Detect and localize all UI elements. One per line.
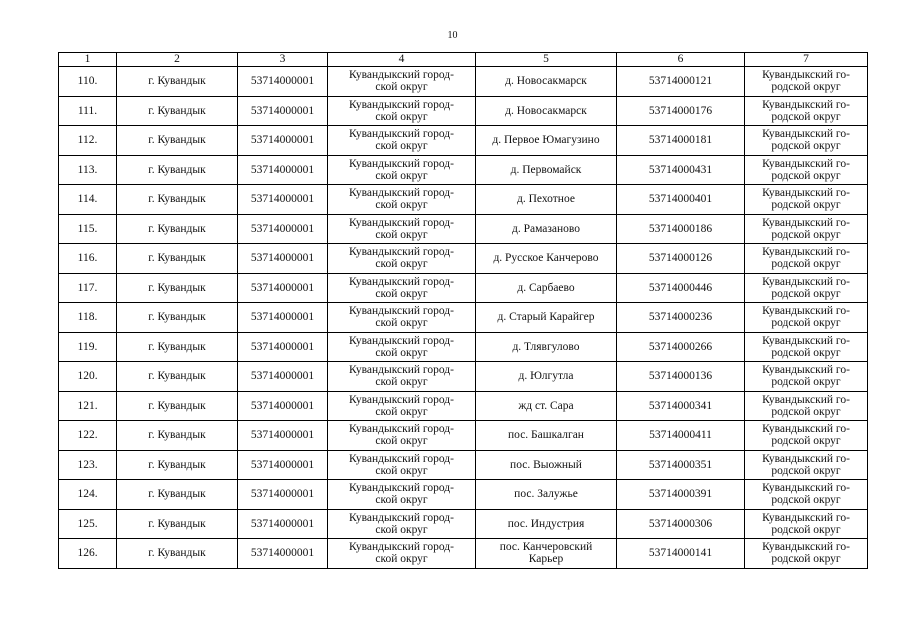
settlement-district-line: Кувандыкский го- (762, 98, 850, 111)
settlement-district-line: Кувандыкский го- (762, 541, 850, 554)
settlement-district-line: родской округ (771, 523, 841, 536)
settlement-district-line: родской округ (771, 258, 841, 271)
settlement-line: д. Рамазаново (511, 222, 581, 235)
oktmo-code-cell: 53714000001 (238, 332, 328, 362)
settlement-district-cell (745, 244, 868, 274)
municipal-district-cell (328, 244, 476, 274)
municipal-district-line: ской округ (375, 405, 428, 418)
municipal-district-cell (328, 450, 476, 480)
municipal-district-line: Кувандыкский город- (349, 69, 454, 82)
settlement-cell (476, 96, 617, 126)
oktmo-code-cell: 53714000001 (238, 450, 328, 480)
row-number-cell: 112. (59, 126, 117, 156)
row-number-cell: 124. (59, 480, 117, 510)
row-number-cell: 123. (59, 450, 117, 480)
municipal-district-line: ской округ (375, 464, 428, 477)
settlement-code-cell: 53714000126 (617, 244, 745, 274)
municipal-district-line: Кувандыкский город- (349, 157, 454, 170)
column-header: 6 (617, 53, 745, 67)
settlement-district-line: Кувандыкский го- (762, 275, 850, 288)
table-row (59, 450, 868, 480)
municipal-district-line: Кувандыкский город- (349, 216, 454, 229)
settlement-code-cell: 53714000411 (617, 421, 745, 451)
settlement-cell (476, 185, 617, 215)
municipal-district-line: Кувандыкский город- (349, 275, 454, 288)
settlement-district-cell (745, 155, 868, 185)
oktmo-code-cell: 53714000001 (238, 509, 328, 539)
settlement-code-cell: 53714000266 (617, 332, 745, 362)
city-cell: г. Кувандык (117, 244, 238, 274)
city-cell: г. Кувандык (117, 273, 238, 303)
settlement-code-cell: 53714000351 (617, 450, 745, 480)
municipal-district-line: Кувандыкский город- (349, 128, 454, 141)
settlement-district-line: Кувандыкский го- (762, 157, 850, 170)
settlement-line: д. Новосакмарск (505, 75, 587, 88)
settlement-district-line: Кувандыкский го- (762, 423, 850, 436)
municipal-district-line: Кувандыкский город- (349, 423, 454, 436)
settlement-cell (476, 391, 617, 421)
settlement-district-line: родской округ (771, 228, 841, 241)
settlement-line: пос. Выожный (510, 458, 582, 471)
table-row (59, 155, 868, 185)
city-cell: г. Кувандык (117, 185, 238, 215)
municipal-district-cell (328, 362, 476, 392)
row-number-cell: 111. (59, 96, 117, 126)
oktmo-code-cell: 53714000001 (238, 391, 328, 421)
settlement-district-cell (745, 273, 868, 303)
municipal-district-line: Кувандыкский город- (349, 187, 454, 200)
oktmo-code-cell: 53714000001 (238, 273, 328, 303)
municipal-district-line: Кувандыкский город- (349, 98, 454, 111)
table-row (59, 244, 868, 274)
table-row (59, 185, 868, 215)
table-row (59, 273, 868, 303)
settlement-district-cell (745, 362, 868, 392)
municipal-district-line: ской округ (375, 494, 428, 507)
settlement-district-cell (745, 67, 868, 97)
municipal-district-cell (328, 67, 476, 97)
city-cell: г. Кувандык (117, 67, 238, 97)
settlement-code-cell: 53714000176 (617, 96, 745, 126)
municipal-district-cell (328, 273, 476, 303)
settlement-district-line: родской округ (771, 405, 841, 418)
municipal-district-line: Кувандыкский город- (349, 393, 454, 406)
row-number-cell: 110. (59, 67, 117, 97)
settlement-district-line: родской округ (771, 169, 841, 182)
settlement-district-cell (745, 185, 868, 215)
row-number-cell: 114. (59, 185, 117, 215)
settlement-cell (476, 155, 617, 185)
settlement-district-line: Кувандыкский го- (762, 452, 850, 465)
municipal-district-cell (328, 185, 476, 215)
table-row (59, 509, 868, 539)
municipal-district-line: Кувандыкский город- (349, 246, 454, 259)
row-number-cell: 125. (59, 509, 117, 539)
settlement-district-line: родской округ (771, 287, 841, 300)
oktmo-code-cell: 53714000001 (238, 126, 328, 156)
oktmo-code-cell: 53714000001 (238, 67, 328, 97)
settlement-district-cell (745, 509, 868, 539)
oktmo-code-cell: 53714000001 (238, 244, 328, 274)
municipal-district-line: Кувандыкский город- (349, 334, 454, 347)
municipal-district-line: ской округ (375, 523, 428, 536)
settlement-district-line: родской округ (771, 346, 841, 359)
column-header: 4 (328, 53, 476, 67)
column-header: 3 (238, 53, 328, 67)
settlement-cell (476, 126, 617, 156)
municipal-district-line: ской округ (375, 258, 428, 271)
settlement-district-cell (745, 96, 868, 126)
row-number-cell: 119. (59, 332, 117, 362)
settlement-code-cell: 53714000236 (617, 303, 745, 333)
settlement-line: д. Новосакмарск (505, 104, 587, 117)
table-row (59, 391, 868, 421)
table-row (59, 332, 868, 362)
municipal-district-line: Кувандыкский город- (349, 541, 454, 554)
row-number-cell: 126. (59, 539, 117, 569)
oktmo-code-cell: 53714000001 (238, 421, 328, 451)
municipal-district-cell (328, 539, 476, 569)
settlement-district-line: Кувандыкский го- (762, 364, 850, 377)
municipal-district-cell (328, 303, 476, 333)
table-row (59, 126, 868, 156)
settlement-district-line: Кувандыкский го- (762, 511, 850, 524)
settlement-district-line: Кувандыкский го- (762, 69, 850, 82)
settlement-code-cell: 53714000401 (617, 185, 745, 215)
city-cell: г. Кувандык (117, 539, 238, 569)
municipal-district-line: ской округ (375, 376, 428, 389)
settlement-line: пос. Башкалган (508, 429, 584, 442)
settlement-line: д. Первомайск (510, 163, 582, 176)
municipal-district-line: ской округ (375, 228, 428, 241)
settlement-district-line: Кувандыкский го- (762, 187, 850, 200)
municipal-district-line: Кувандыкский город- (349, 511, 454, 524)
settlement-cell (476, 244, 617, 274)
table-row (59, 480, 868, 510)
municipal-district-line: ской округ (375, 110, 428, 123)
oktmo-code-cell: 53714000001 (238, 185, 328, 215)
settlement-line: д. Старый Карайгер (497, 311, 595, 324)
page-number: 10 (447, 30, 458, 41)
city-cell: г. Кувандык (117, 421, 238, 451)
city-cell: г. Кувандык (117, 362, 238, 392)
city-cell: г. Кувандык (117, 303, 238, 333)
city-cell: г. Кувандык (117, 450, 238, 480)
municipal-district-cell (328, 509, 476, 539)
row-number-cell: 118. (59, 303, 117, 333)
municipal-district-cell (328, 480, 476, 510)
settlement-code-cell: 53714000446 (617, 273, 745, 303)
row-number-cell: 120. (59, 362, 117, 392)
oktmo-code-cell: 53714000001 (238, 214, 328, 244)
settlement-cell (476, 480, 617, 510)
municipal-district-line: Кувандыкский город- (349, 305, 454, 318)
oktmo-code-cell: 53714000001 (238, 480, 328, 510)
settlement-district-cell (745, 391, 868, 421)
column-header: 7 (745, 53, 868, 67)
table-row (59, 67, 868, 97)
settlement-code-cell: 53714000121 (617, 67, 745, 97)
settlement-cell (476, 421, 617, 451)
city-cell: г. Кувандык (117, 509, 238, 539)
city-cell: г. Кувандык (117, 96, 238, 126)
settlement-code-cell: 53714000136 (617, 362, 745, 392)
settlement-cell (476, 332, 617, 362)
settlement-district-line: родской округ (771, 317, 841, 330)
settlement-line: пос. Залужье (514, 488, 578, 501)
row-number-cell: 117. (59, 273, 117, 303)
table-body (59, 67, 868, 569)
row-number-cell: 116. (59, 244, 117, 274)
oktmo-code-cell: 53714000001 (238, 303, 328, 333)
settlement-district-line: Кувандыкский го- (762, 216, 850, 229)
settlement-district-line: родской округ (771, 199, 841, 212)
settlement-district-cell (745, 303, 868, 333)
settlement-district-line: Кувандыкский го- (762, 246, 850, 259)
settlement-district-line: родской округ (771, 553, 841, 566)
municipal-district-cell (328, 391, 476, 421)
municipal-district-line: Кувандыкский город- (349, 482, 454, 495)
settlement-line: жд ст. Сара (518, 399, 574, 412)
settlement-district-line: Кувандыкский го- (762, 305, 850, 318)
municipal-district-line: ской округ (375, 553, 428, 566)
table-row (59, 421, 868, 451)
oktmo-code-cell: 53714000001 (238, 539, 328, 569)
settlement-code-cell: 53714000341 (617, 391, 745, 421)
settlement-district-cell (745, 421, 868, 451)
municipal-district-line: ской округ (375, 140, 428, 153)
municipal-district-line: ской округ (375, 199, 428, 212)
row-number-cell: 115. (59, 214, 117, 244)
settlement-cell (476, 214, 617, 244)
municipal-district-cell (328, 126, 476, 156)
row-number-cell: 121. (59, 391, 117, 421)
municipal-district-cell (328, 155, 476, 185)
oktmo-code-cell: 53714000001 (238, 362, 328, 392)
settlement-line: пос. Индустрия (507, 517, 585, 530)
column-header: 1 (59, 53, 117, 67)
settlement-line: д. Юлгутла (518, 370, 574, 383)
settlement-line: Карьер (528, 553, 564, 566)
settlement-district-cell (745, 214, 868, 244)
table-row (59, 539, 868, 569)
oktmo-code-cell: 53714000001 (238, 96, 328, 126)
settlement-code-cell: 53714000391 (617, 480, 745, 510)
settlement-district-line: родской округ (771, 435, 841, 448)
municipal-district-line: ской округ (375, 169, 428, 182)
settlement-line: д. Тлявгулово (512, 340, 580, 353)
municipal-district-line: Кувандыкский город- (349, 452, 454, 465)
city-cell: г. Кувандык (117, 332, 238, 362)
settlement-code-cell: 53714000306 (617, 509, 745, 539)
table-header-row (59, 53, 868, 67)
settlement-cell (476, 67, 617, 97)
column-header: 2 (117, 53, 238, 67)
city-cell: г. Кувандык (117, 391, 238, 421)
column-header: 5 (476, 53, 617, 67)
settlement-cell (476, 539, 617, 569)
municipal-district-line: ской округ (375, 287, 428, 300)
settlements-table (58, 52, 868, 569)
table-row (59, 362, 868, 392)
municipal-district-cell (328, 332, 476, 362)
settlement-district-cell (745, 539, 868, 569)
city-cell: г. Кувандык (117, 126, 238, 156)
municipal-district-line: ской округ (375, 346, 428, 359)
settlement-line: д. Первое Юмагузино (492, 134, 600, 147)
city-cell: г. Кувандык (117, 480, 238, 510)
row-number-cell: 113. (59, 155, 117, 185)
settlement-district-line: Кувандыкский го- (762, 482, 850, 495)
settlement-district-line: родской округ (771, 464, 841, 477)
municipal-district-line: ской округ (375, 435, 428, 448)
settlement-cell (476, 273, 617, 303)
municipal-district-line: Кувандыкский город- (349, 364, 454, 377)
settlement-district-line: родской округ (771, 81, 841, 94)
settlement-district-line: родской округ (771, 494, 841, 507)
settlement-line: пос. Канчеровский (499, 541, 593, 554)
settlement-district-line: Кувандыкский го- (762, 128, 850, 141)
table-row (59, 214, 868, 244)
oktmo-code-cell: 53714000001 (238, 155, 328, 185)
settlement-cell (476, 362, 617, 392)
settlement-line: д. Сарбаево (517, 281, 575, 294)
settlement-code-cell: 53714000431 (617, 155, 745, 185)
settlement-district-cell (745, 332, 868, 362)
row-number-cell: 122. (59, 421, 117, 451)
municipal-district-cell (328, 421, 476, 451)
settlement-code-cell: 53714000181 (617, 126, 745, 156)
settlement-district-line: родской округ (771, 110, 841, 123)
settlement-line: д. Русское Канчерово (493, 252, 599, 265)
municipal-district-cell (328, 96, 476, 126)
settlement-code-cell: 53714000141 (617, 539, 745, 569)
settlement-district-line: родской округ (771, 376, 841, 389)
settlement-line: д. Пехотное (517, 193, 575, 206)
settlement-district-line: родской округ (771, 140, 841, 153)
table-row (59, 96, 868, 126)
settlement-cell (476, 509, 617, 539)
city-cell: г. Кувандык (117, 214, 238, 244)
municipal-district-line: ской округ (375, 317, 428, 330)
settlement-district-cell (745, 480, 868, 510)
settlement-district-cell (745, 126, 868, 156)
city-cell: г. Кувандык (117, 155, 238, 185)
settlement-code-cell: 53714000186 (617, 214, 745, 244)
settlement-district-line: Кувандыкский го- (762, 393, 850, 406)
municipal-district-cell (328, 214, 476, 244)
settlement-cell (476, 303, 617, 333)
municipal-district-line: ской округ (375, 81, 428, 94)
settlement-district-cell (745, 450, 868, 480)
table-row (59, 303, 868, 333)
settlement-district-line: Кувандыкский го- (762, 334, 850, 347)
settlement-cell (476, 450, 617, 480)
